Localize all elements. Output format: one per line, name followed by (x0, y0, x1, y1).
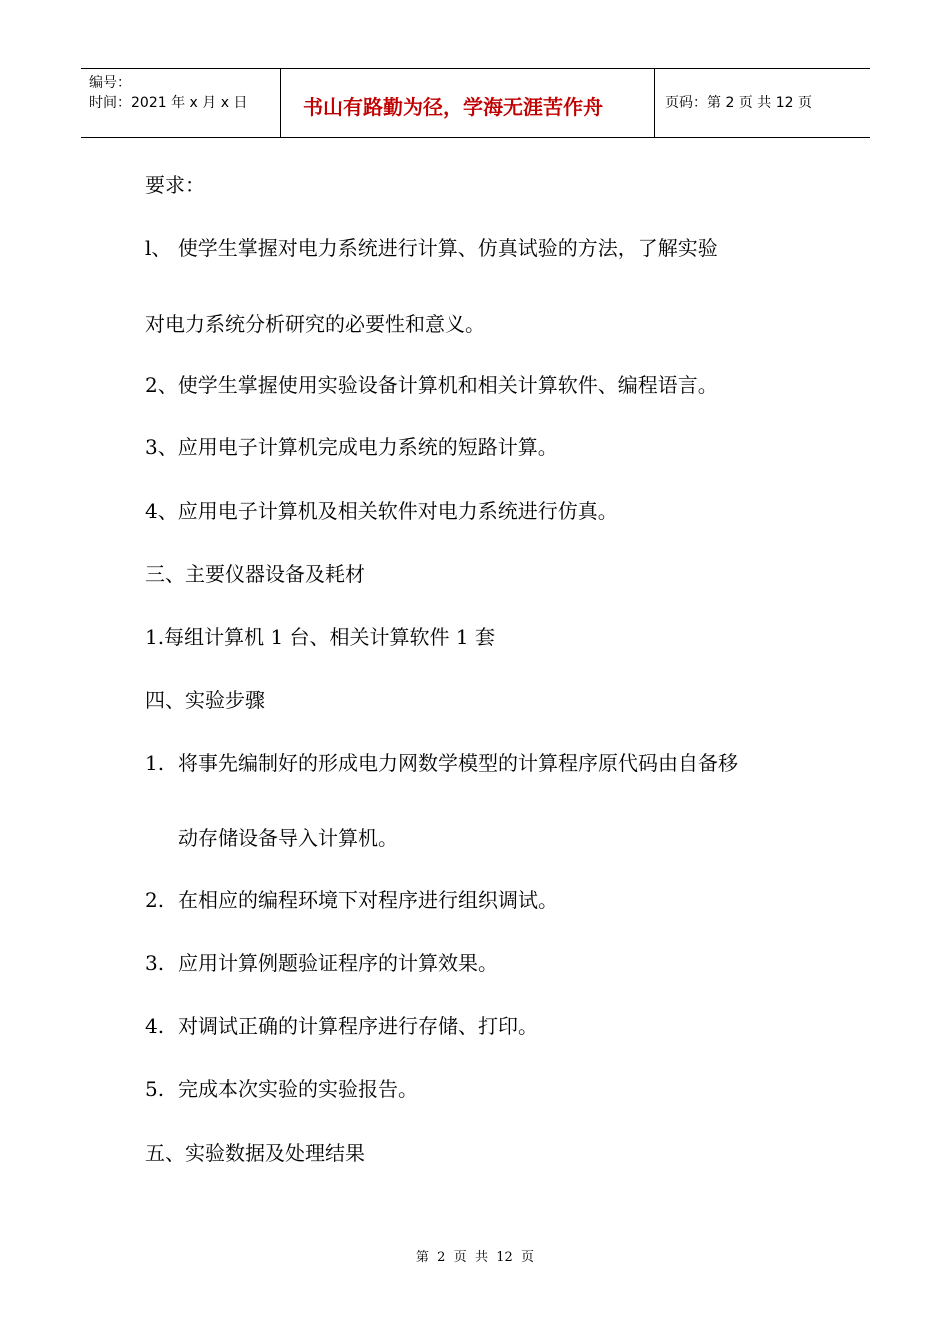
step-number: 5. (145, 1077, 165, 1101)
section-5-title: 五、实验数据及处理结果 (145, 1141, 365, 1165)
page-header (81, 68, 870, 138)
requirement-4: 4、应用电子计算机及相关软件对电力系统进行仿真。 (145, 499, 618, 523)
step-text: 对调试正确的计算程序进行存储、打印。 (178, 1014, 538, 1038)
step-text-continued: 动存储设备导入计算机。 (178, 826, 398, 850)
requirement-3: 3、应用电子计算机完成电力系统的短路计算。 (145, 435, 558, 459)
requirements-title: 要求： (145, 173, 205, 197)
step-text: 完成本次实验的实验报告。 (178, 1077, 418, 1101)
page-footer: 第 2 页 共 12 页 (415, 1250, 535, 1265)
step-number: 4. (145, 1014, 165, 1038)
step-number: 2. (145, 888, 165, 912)
header-info-cell (81, 69, 281, 137)
requirement-2: 2、使学生掌握使用实验设备计算机和相关计算软件、编程语言。 (145, 373, 718, 397)
equipment-line: 1.每组计算机 1 台、相关计算软件 1 套 (145, 625, 495, 649)
section-4-title: 四、实验步骤 (145, 688, 265, 712)
header-motto-cell (281, 69, 655, 137)
document-date-label: 时间：2021 年 x 月 x 日 (89, 95, 248, 111)
requirement-1-line-1: l、 使学生掌握对电力系统进行计算、仿真试验的方法，了解实验 (145, 236, 718, 260)
step-number: 1. (145, 751, 165, 775)
requirement-1-line-2: 对电力系统分析研究的必要性和意义。 (145, 312, 485, 336)
step-text: 将事先编制好的形成电力网数学模型的计算程序原代码由自备移 (178, 751, 738, 775)
header-motto: 书山有路勤为径，学海无涯苦作舟 (303, 95, 603, 119)
step-text: 应用计算例题验证程序的计算效果。 (178, 951, 498, 975)
step-number: 3. (145, 951, 165, 975)
section-3-title: 三、主要仪器设备及耗材 (145, 562, 365, 586)
header-page-number: 页码：第 2 页 共 12 页 (665, 95, 812, 111)
step-text: 在相应的编程环境下对程序进行组织调试。 (178, 888, 558, 912)
header-page-cell (655, 69, 870, 137)
document-number-label: 编号： (89, 75, 131, 91)
